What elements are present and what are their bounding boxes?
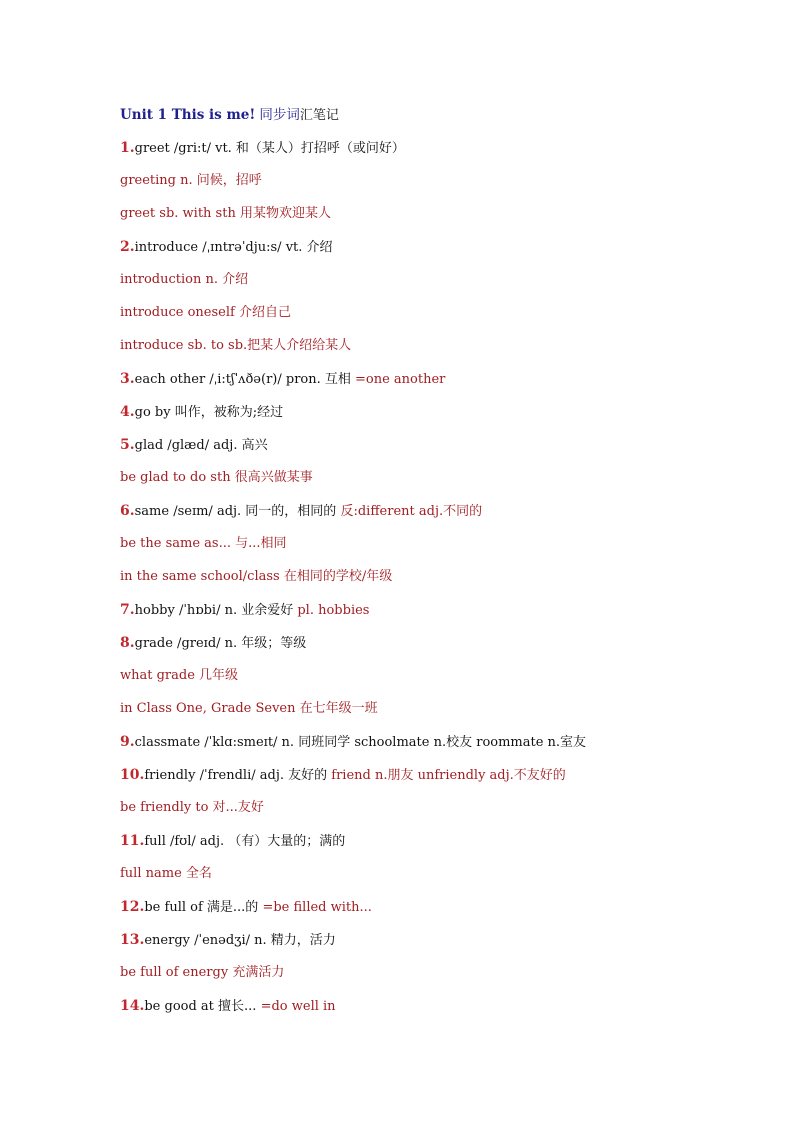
subentry-text: greet sb. with sth 用某物欢迎某人 [120,206,331,221]
vocab-entry [120,896,760,929]
title-en: Unit 1 This is me! [120,107,256,123]
entry-text: full /fʊl/ adj. （有）大量的；满的 [144,834,346,849]
entry-extra: =be filled with... [262,900,372,915]
vocab-subentry [120,302,760,335]
vocab-entry [120,368,760,401]
entry-number: 10. [120,767,145,783]
entry-number: 7. [120,602,135,618]
title-zh-blue: 同步词 [259,107,300,123]
entry-text: be full of 满是...的 [144,900,263,915]
vocab-subentry [120,962,760,995]
entry-number: 13. [120,932,145,948]
subentry-text: introduction n. 介绍 [120,272,249,287]
vocab-subentry [120,170,760,203]
subentry-text: be friendly to 对...友好 [120,800,264,815]
entry-extra: 反:different adj.不同的 [340,504,483,519]
subentry-text: be the same as... 与...相同 [120,536,287,551]
vocab-subentry [120,269,760,302]
vocab-notes [120,104,760,1028]
entry-number: 11. [120,833,145,849]
entry-number: 8. [120,635,135,651]
vocab-subentry [120,335,760,368]
entry-text: energy /ˈenədʒi/ n. 精力，活力 [144,933,336,948]
entry-number: 6. [120,503,135,519]
entry-number: 5. [120,437,135,453]
vocab-entry [120,830,760,863]
subentry-text: in the same school/class 在相同的学校/年级 [120,569,393,584]
entry-number: 12. [120,899,145,915]
entry-text: friendly /ˈfrendli/ adj. 友好的 [144,768,332,783]
vocab-entry [120,137,760,170]
subentry-text: be full of energy 充满活力 [120,965,285,980]
entry-extra: friend n.朋友 unfriendly adj.不友好的 [331,768,566,783]
entry-text: be good at 擅长... [144,999,261,1014]
entry-text: greet /gri:t/ vt. 和（某人）打招呼（或问好） [134,141,405,156]
entry-extra: pl. hobbies [297,603,370,618]
vocab-entry [120,632,760,665]
vocab-subentry [120,566,760,599]
entry-text: glad /glæd/ adj. 高兴 [134,438,268,453]
vocab-entry [120,500,760,533]
vocab-entry [120,764,760,797]
subentry-text: what grade 几年级 [120,668,239,683]
page-title [120,104,760,137]
subentry-text: in Class One, Grade Seven 在七年级一班 [120,701,378,716]
entry-text: classmate /ˈklɑ:smeɪt/ n. 同班同学 schoolmate n.校友 roommate n.室友 [134,735,587,750]
title-zh-black: 汇笔记 [299,108,339,123]
entry-text: introduce /ˌɪntrəˈdju:s/ vt. 介绍 [134,240,333,255]
vocab-entry [120,401,760,434]
entry-extra: =do well in [260,999,336,1014]
entry-number: 4. [120,404,135,420]
vocab-subentry [120,698,760,731]
subentry-text: be glad to do sth 很高兴做某事 [120,470,313,485]
entry-text: hobby /ˈhɒbi/ n. 业余爱好 [134,603,298,618]
vocab-entry [120,731,760,764]
vocab-list [120,137,760,1028]
entry-number: 9. [120,734,135,750]
entry-number: 14. [120,998,145,1014]
entry-text: same /seɪm/ adj. 同一的，相同的 [134,504,341,519]
vocab-subentry [120,665,760,698]
vocab-subentry [120,863,760,896]
vocab-subentry [120,203,760,236]
vocab-entry [120,995,760,1028]
vocab-subentry [120,797,760,830]
entry-number: 2. [120,239,135,255]
vocab-entry [120,236,760,269]
entry-number: 3. [120,371,135,387]
subentry-text: introduce oneself 介绍自己 [120,305,291,320]
subentry-text: greeting n. 问候，招呼 [120,173,262,188]
entry-number: 1. [120,140,135,156]
vocab-subentry [120,533,760,566]
entry-text: grade /greɪd/ n. 年级；等级 [134,636,307,651]
entry-text: each other /ˌi:tʃˈʌðə(r)/ pron. 互相 [134,372,351,387]
vocab-subentry [120,467,760,500]
entry-text: go by 叫作，被称为;经过 [134,405,284,420]
vocab-entry [120,434,760,467]
subentry-text: full name 全名 [120,866,212,881]
vocab-entry [120,929,760,962]
vocab-entry [120,599,760,632]
subentry-text: introduce sb. to sb.把某人介绍给某人 [120,338,352,353]
entry-extra: =one another [350,372,446,387]
